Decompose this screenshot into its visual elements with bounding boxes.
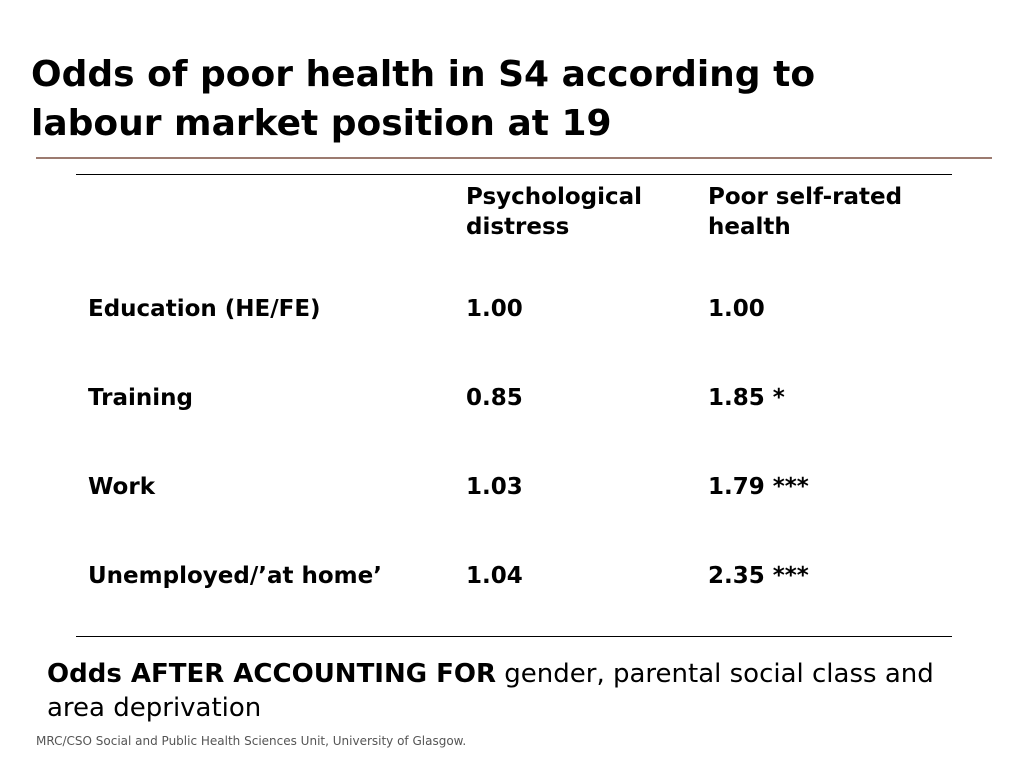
table-row [76,294,952,383]
header-self-line-2: health [708,214,791,240]
odds-table [76,174,952,637]
slide-title-line-1: Odds of poor health in S4 according to [31,54,816,95]
self-rated-health-value: 1.79 *** [708,473,809,500]
table-row [76,472,952,561]
self-rated-health-value: 2.35 *** [708,562,809,589]
source-credit: MRC/CSO Social and Public Health Sciences Unit, University of Glasgow. [36,734,467,748]
adjustment-note-bold: Odds AFTER ACCOUNTING FOR [47,659,497,689]
table-row [76,383,952,472]
row-label: Training [88,384,194,411]
header-poor-self-rated-health [708,175,952,294]
header-psych-line-2: distress [466,214,570,240]
slide-title-line-2: labour market position at 19 [31,103,612,144]
adjustment-note-text: gender, parental social class and area deprivation [47,659,934,723]
table-header-row [76,175,952,294]
psychological-distress-value: 0.85 [466,384,523,411]
header-psych-line-1: Psychological [466,184,643,210]
self-rated-health-value: 1.00 [708,295,765,322]
self-rated-health-value: 1.85 * [708,384,785,411]
psychological-distress-value: 1.00 [466,295,523,322]
title-divider [36,157,992,159]
table-header [76,175,952,294]
table-body [76,294,952,637]
row-label: Work [88,473,155,500]
header-psychological-distress [466,175,708,294]
header-self-line-1: Poor self-rated [708,184,903,210]
adjustment-note [47,657,977,725]
slide-title [31,50,971,148]
psychological-distress-value: 1.04 [466,562,523,589]
table-row [76,561,952,637]
psychological-distress-value: 1.03 [466,473,523,500]
row-label: Unemployed/’at home’ [88,562,382,589]
row-label: Education (HE/FE) [88,295,321,322]
header-row-label [76,175,466,294]
